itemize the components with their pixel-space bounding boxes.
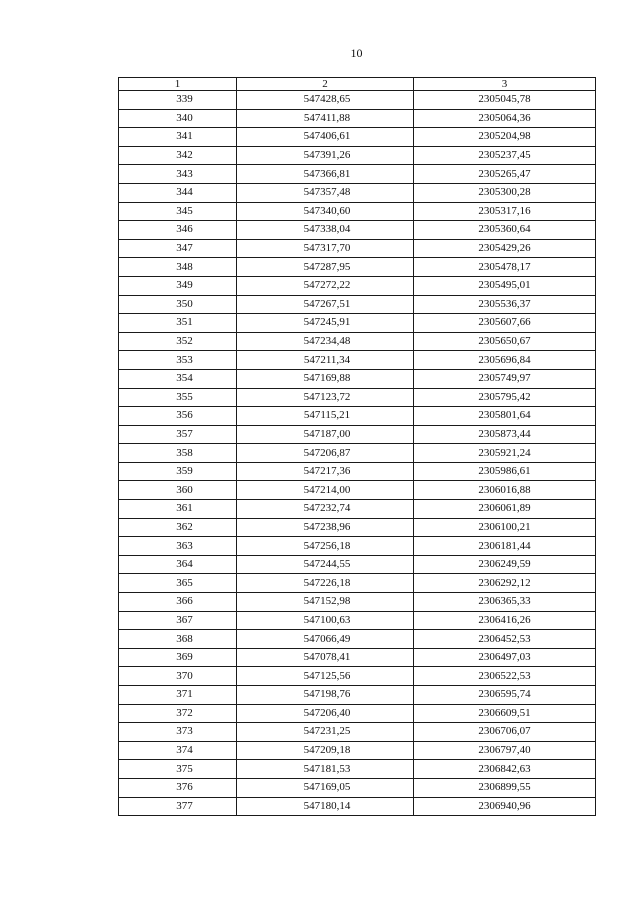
point-number-cell: 368 xyxy=(119,630,237,649)
y-coordinate-cell: 2306100,21 xyxy=(414,518,596,537)
x-coordinate-cell: 547338,04 xyxy=(237,221,414,240)
point-number-cell: 343 xyxy=(119,165,237,184)
y-coordinate-cell: 2305265,47 xyxy=(414,165,596,184)
point-number-cell: 371 xyxy=(119,686,237,705)
y-coordinate-cell: 2305045,78 xyxy=(414,91,596,110)
point-number-cell: 369 xyxy=(119,648,237,667)
table-row xyxy=(119,630,596,649)
x-coordinate-cell: 547206,40 xyxy=(237,704,414,723)
x-coordinate-cell: 547231,25 xyxy=(237,723,414,742)
x-coordinate-cell: 547406,61 xyxy=(237,128,414,147)
table-row xyxy=(119,741,596,760)
y-coordinate-cell: 2306061,89 xyxy=(414,500,596,519)
x-coordinate-cell: 547125,56 xyxy=(237,667,414,686)
x-coordinate-cell: 547340,60 xyxy=(237,202,414,221)
x-coordinate-cell: 547100,63 xyxy=(237,611,414,630)
point-number-cell: 359 xyxy=(119,462,237,481)
table-row xyxy=(119,611,596,630)
point-number-cell: 376 xyxy=(119,778,237,797)
x-coordinate-cell: 547245,91 xyxy=(237,314,414,333)
y-coordinate-cell: 2305749,97 xyxy=(414,369,596,388)
x-coordinate-cell: 547366,81 xyxy=(237,165,414,184)
x-coordinate-cell: 547256,18 xyxy=(237,537,414,556)
table-row xyxy=(119,462,596,481)
table-row xyxy=(119,574,596,593)
y-coordinate-cell: 2306181,44 xyxy=(414,537,596,556)
x-coordinate-cell: 547187,00 xyxy=(237,425,414,444)
point-number-cell: 358 xyxy=(119,444,237,463)
point-number-cell: 364 xyxy=(119,555,237,574)
y-coordinate-cell: 2305873,44 xyxy=(414,425,596,444)
y-coordinate-cell: 2305300,28 xyxy=(414,183,596,202)
y-coordinate-cell: 2305429,26 xyxy=(414,239,596,258)
x-coordinate-cell: 547181,53 xyxy=(237,760,414,779)
y-coordinate-cell: 2306595,74 xyxy=(414,686,596,705)
table-row xyxy=(119,165,596,184)
x-coordinate-cell: 547206,87 xyxy=(237,444,414,463)
y-coordinate-cell: 2306365,33 xyxy=(414,593,596,612)
x-coordinate-cell: 547391,26 xyxy=(237,146,414,165)
x-coordinate-cell: 547123,72 xyxy=(237,388,414,407)
table-row xyxy=(119,258,596,277)
point-number-cell: 363 xyxy=(119,537,237,556)
table-row xyxy=(119,202,596,221)
table-row xyxy=(119,91,596,110)
point-number-cell: 355 xyxy=(119,388,237,407)
y-coordinate-cell: 2306899,55 xyxy=(414,778,596,797)
y-coordinate-cell: 2306842,63 xyxy=(414,760,596,779)
y-coordinate-cell: 2305237,45 xyxy=(414,146,596,165)
y-coordinate-cell: 2305801,64 xyxy=(414,407,596,426)
table-row xyxy=(119,351,596,370)
point-number-cell: 354 xyxy=(119,369,237,388)
x-coordinate-cell: 547180,14 xyxy=(237,797,414,816)
x-coordinate-cell: 547217,36 xyxy=(237,462,414,481)
x-coordinate-cell: 547234,48 xyxy=(237,332,414,351)
point-number-cell: 341 xyxy=(119,128,237,147)
x-coordinate-cell: 547209,18 xyxy=(237,741,414,760)
point-number-cell: 351 xyxy=(119,314,237,333)
point-number-cell: 370 xyxy=(119,667,237,686)
point-number-cell: 346 xyxy=(119,221,237,240)
y-coordinate-cell: 2305986,61 xyxy=(414,462,596,481)
table-row xyxy=(119,221,596,240)
point-number-cell: 350 xyxy=(119,295,237,314)
table-row xyxy=(119,388,596,407)
table-header xyxy=(119,78,596,91)
x-coordinate-cell: 547238,96 xyxy=(237,518,414,537)
y-coordinate-cell: 2305921,24 xyxy=(414,444,596,463)
x-coordinate-cell: 547066,49 xyxy=(237,630,414,649)
x-coordinate-cell: 547287,95 xyxy=(237,258,414,277)
page-number: 10 xyxy=(350,46,363,60)
y-coordinate-cell: 2306609,51 xyxy=(414,704,596,723)
table-body xyxy=(119,91,596,816)
table-row xyxy=(119,128,596,147)
y-coordinate-cell: 2305478,17 xyxy=(414,258,596,277)
x-coordinate-cell: 547232,74 xyxy=(237,500,414,519)
table-row xyxy=(119,407,596,426)
y-coordinate-cell: 2306797,40 xyxy=(414,741,596,760)
y-coordinate-cell: 2306249,59 xyxy=(414,555,596,574)
point-number-cell: 373 xyxy=(119,723,237,742)
x-coordinate-cell: 547272,22 xyxy=(237,276,414,295)
table-row xyxy=(119,518,596,537)
y-coordinate-cell: 2306706,07 xyxy=(414,723,596,742)
table-row xyxy=(119,723,596,742)
table-row xyxy=(119,369,596,388)
table-row xyxy=(119,593,596,612)
y-coordinate-cell: 2305204,98 xyxy=(414,128,596,147)
table-row xyxy=(119,239,596,258)
point-number-cell: 361 xyxy=(119,500,237,519)
x-coordinate-cell: 547411,88 xyxy=(237,109,414,128)
y-coordinate-cell: 2305360,64 xyxy=(414,221,596,240)
table-row xyxy=(119,704,596,723)
point-number-cell: 357 xyxy=(119,425,237,444)
point-number-cell: 340 xyxy=(119,109,237,128)
point-number-cell: 372 xyxy=(119,704,237,723)
header-row xyxy=(119,78,596,91)
point-number-cell: 374 xyxy=(119,741,237,760)
point-number-cell: 362 xyxy=(119,518,237,537)
table-row xyxy=(119,760,596,779)
x-coordinate-cell: 547267,51 xyxy=(237,295,414,314)
table-row xyxy=(119,314,596,333)
table-row xyxy=(119,481,596,500)
x-coordinate-cell: 547078,41 xyxy=(237,648,414,667)
header-col-2: 2 xyxy=(237,78,414,91)
point-number-cell: 353 xyxy=(119,351,237,370)
x-coordinate-cell: 547169,05 xyxy=(237,778,414,797)
y-coordinate-cell: 2306416,26 xyxy=(414,611,596,630)
y-coordinate-cell: 2306292,12 xyxy=(414,574,596,593)
x-coordinate-cell: 547115,21 xyxy=(237,407,414,426)
table-row xyxy=(119,425,596,444)
x-coordinate-cell: 547428,65 xyxy=(237,91,414,110)
point-number-cell: 360 xyxy=(119,481,237,500)
y-coordinate-cell: 2305064,36 xyxy=(414,109,596,128)
point-number-cell: 352 xyxy=(119,332,237,351)
point-number-cell: 356 xyxy=(119,407,237,426)
y-coordinate-cell: 2305607,66 xyxy=(414,314,596,333)
x-coordinate-cell: 547152,98 xyxy=(237,593,414,612)
coordinates-table xyxy=(118,77,596,816)
table-row xyxy=(119,444,596,463)
table-row xyxy=(119,667,596,686)
point-number-cell: 345 xyxy=(119,202,237,221)
y-coordinate-cell: 2306016,88 xyxy=(414,481,596,500)
table-row xyxy=(119,686,596,705)
x-coordinate-cell: 547169,88 xyxy=(237,369,414,388)
table-row xyxy=(119,183,596,202)
y-coordinate-cell: 2305495,01 xyxy=(414,276,596,295)
y-coordinate-cell: 2305696,84 xyxy=(414,351,596,370)
x-coordinate-cell: 547244,55 xyxy=(237,555,414,574)
x-coordinate-cell: 547198,76 xyxy=(237,686,414,705)
x-coordinate-cell: 547211,34 xyxy=(237,351,414,370)
table-row xyxy=(119,276,596,295)
table-row xyxy=(119,146,596,165)
y-coordinate-cell: 2305795,42 xyxy=(414,388,596,407)
point-number-cell: 348 xyxy=(119,258,237,277)
y-coordinate-cell: 2306940,96 xyxy=(414,797,596,816)
y-coordinate-cell: 2305317,16 xyxy=(414,202,596,221)
point-number-cell: 347 xyxy=(119,239,237,258)
point-number-cell: 367 xyxy=(119,611,237,630)
table-row xyxy=(119,648,596,667)
table-row xyxy=(119,332,596,351)
table-row xyxy=(119,778,596,797)
y-coordinate-cell: 2305650,67 xyxy=(414,332,596,351)
point-number-cell: 349 xyxy=(119,276,237,295)
point-number-cell: 365 xyxy=(119,574,237,593)
y-coordinate-cell: 2305536,37 xyxy=(414,295,596,314)
header-col-3: 3 xyxy=(414,78,596,91)
point-number-cell: 377 xyxy=(119,797,237,816)
point-number-cell: 375 xyxy=(119,760,237,779)
y-coordinate-cell: 2306452,53 xyxy=(414,630,596,649)
table-row xyxy=(119,555,596,574)
table-row xyxy=(119,500,596,519)
y-coordinate-cell: 2306522,53 xyxy=(414,667,596,686)
table-row xyxy=(119,797,596,816)
point-number-cell: 366 xyxy=(119,593,237,612)
header-col-1: 1 xyxy=(119,78,237,91)
y-coordinate-cell: 2306497,03 xyxy=(414,648,596,667)
table-row xyxy=(119,537,596,556)
table-row xyxy=(119,295,596,314)
x-coordinate-cell: 547214,00 xyxy=(237,481,414,500)
point-number-cell: 339 xyxy=(119,91,237,110)
x-coordinate-cell: 547357,48 xyxy=(237,183,414,202)
x-coordinate-cell: 547226,18 xyxy=(237,574,414,593)
table-row xyxy=(119,109,596,128)
point-number-cell: 344 xyxy=(119,183,237,202)
point-number-cell: 342 xyxy=(119,146,237,165)
x-coordinate-cell: 547317,70 xyxy=(237,239,414,258)
